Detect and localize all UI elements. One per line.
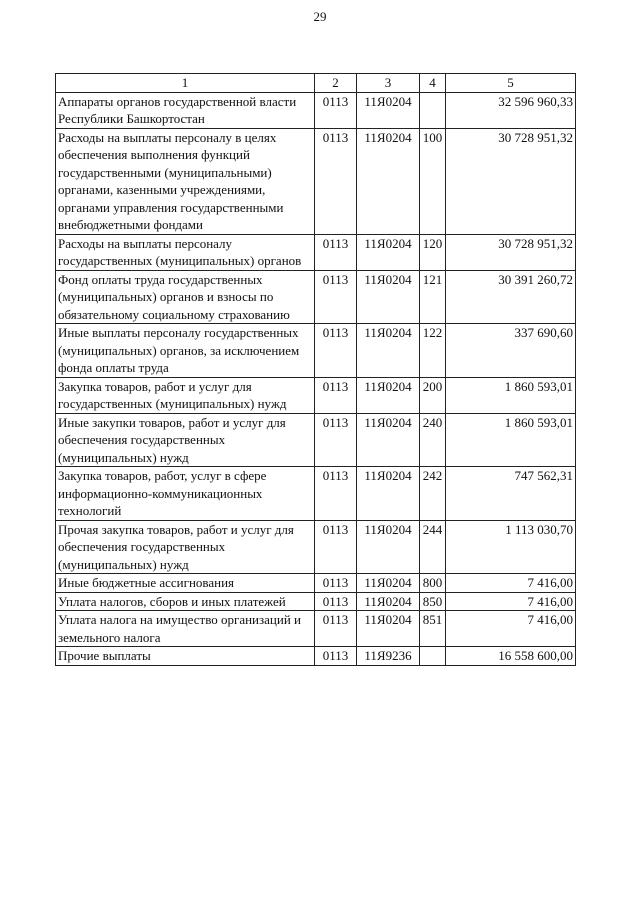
column-header: 4 bbox=[420, 74, 446, 93]
row-type-cell: 200 bbox=[420, 377, 446, 413]
column-header: 3 bbox=[357, 74, 420, 93]
row-amount-cell: 30 391 260,72 bbox=[446, 270, 576, 324]
row-amount-cell: 337 690,60 bbox=[446, 324, 576, 378]
row-article-cell: 11Я0204 bbox=[357, 128, 420, 234]
row-type-cell: 100 bbox=[420, 128, 446, 234]
row-amount-cell: 1 860 593,01 bbox=[446, 413, 576, 467]
row-name-cell: Уплата налогов, сборов и иных платежей bbox=[56, 592, 315, 611]
table-row bbox=[56, 520, 576, 574]
row-name-cell: Аппараты органов государственной власти Республики Башкортостан bbox=[56, 92, 315, 128]
row-article-cell: 11Я0204 bbox=[357, 377, 420, 413]
column-header: 5 bbox=[446, 74, 576, 93]
table-row bbox=[56, 647, 576, 666]
row-type-cell: 244 bbox=[420, 520, 446, 574]
row-name-cell: Фонд оплаты труда государственных (муниципальных) органов и взносы по обязательному социальному страхованию bbox=[56, 270, 315, 324]
row-name-cell: Закупка товаров, работ и услуг для государственных (муниципальных) нужд bbox=[56, 377, 315, 413]
row-section-cell: 0113 bbox=[315, 92, 357, 128]
row-type-cell: 240 bbox=[420, 413, 446, 467]
page-number: 29 bbox=[313, 9, 327, 24]
row-type-cell: 121 bbox=[420, 270, 446, 324]
row-article-cell: 11Я0204 bbox=[357, 92, 420, 128]
budget-table bbox=[55, 73, 576, 666]
row-amount-cell: 16 558 600,00 bbox=[446, 647, 576, 666]
table-row bbox=[56, 611, 576, 647]
table-row bbox=[56, 270, 576, 324]
row-amount-cell: 30 728 951,32 bbox=[446, 234, 576, 270]
row-section-cell: 0113 bbox=[315, 647, 357, 666]
row-amount-cell: 32 596 960,33 bbox=[446, 92, 576, 128]
row-article-cell: 11Я0204 bbox=[357, 413, 420, 467]
table-row bbox=[56, 234, 576, 270]
row-type-cell: 120 bbox=[420, 234, 446, 270]
row-article-cell: 11Я0204 bbox=[357, 270, 420, 324]
row-name-cell: Уплата налога на имущество организаций и земельного налога bbox=[56, 611, 315, 647]
row-name-cell: Иные закупки товаров, работ и услуг для обеспечения государственных (муниципальных) нужд bbox=[56, 413, 315, 467]
row-name-cell: Иные выплаты персоналу государственных (муниципальных) органов, за исключением фонда оплаты труда bbox=[56, 324, 315, 378]
row-type-cell bbox=[420, 92, 446, 128]
table-row bbox=[56, 377, 576, 413]
row-type-cell: 242 bbox=[420, 467, 446, 521]
row-type-cell: 122 bbox=[420, 324, 446, 378]
row-amount-cell: 7 416,00 bbox=[446, 592, 576, 611]
row-article-cell: 11Я0204 bbox=[357, 234, 420, 270]
row-name-cell: Прочая закупка товаров, работ и услуг для обеспечения государственных (муниципальных) нужд bbox=[56, 520, 315, 574]
row-amount-cell: 1 113 030,70 bbox=[446, 520, 576, 574]
table-header-row bbox=[56, 74, 576, 93]
row-amount-cell: 7 416,00 bbox=[446, 574, 576, 593]
table-row bbox=[56, 92, 576, 128]
row-section-cell: 0113 bbox=[315, 234, 357, 270]
row-type-cell bbox=[420, 647, 446, 666]
row-article-cell: 11Я0204 bbox=[357, 611, 420, 647]
row-name-cell: Расходы на выплаты персоналу государственных (муниципальных) органов bbox=[56, 234, 315, 270]
row-section-cell: 0113 bbox=[315, 467, 357, 521]
row-type-cell: 800 bbox=[420, 574, 446, 593]
row-name-cell: Прочие выплаты bbox=[56, 647, 315, 666]
row-article-cell: 11Я0204 bbox=[357, 592, 420, 611]
row-section-cell: 0113 bbox=[315, 413, 357, 467]
row-name-cell: Расходы на выплаты персоналу в целях обеспечения выполнения функций государственными (муниципальными) органами, казенными учреждениями, органами управления государственными внебюджетными фондами bbox=[56, 128, 315, 234]
row-section-cell: 0113 bbox=[315, 611, 357, 647]
table-row bbox=[56, 413, 576, 467]
table-row bbox=[56, 324, 576, 378]
table-row bbox=[56, 574, 576, 593]
row-article-cell: 11Я0204 bbox=[357, 467, 420, 521]
row-section-cell: 0113 bbox=[315, 377, 357, 413]
row-name-cell: Иные бюджетные ассигнования bbox=[56, 574, 315, 593]
row-section-cell: 0113 bbox=[315, 324, 357, 378]
row-amount-cell: 30 728 951,32 bbox=[446, 128, 576, 234]
row-amount-cell: 1 860 593,01 bbox=[446, 377, 576, 413]
row-article-cell: 11Я0204 bbox=[357, 520, 420, 574]
row-article-cell: 11Я0204 bbox=[357, 324, 420, 378]
row-section-cell: 0113 bbox=[315, 592, 357, 611]
table-row bbox=[56, 592, 576, 611]
row-article-cell: 11Я0204 bbox=[357, 574, 420, 593]
row-section-cell: 0113 bbox=[315, 270, 357, 324]
row-name-cell: Закупка товаров, работ, услуг в сфере информационно-коммуникационных технологий bbox=[56, 467, 315, 521]
row-section-cell: 0113 bbox=[315, 128, 357, 234]
column-header: 2 bbox=[315, 74, 357, 93]
row-section-cell: 0113 bbox=[315, 574, 357, 593]
row-section-cell: 0113 bbox=[315, 520, 357, 574]
row-article-cell: 11Я9236 bbox=[357, 647, 420, 666]
row-type-cell: 851 bbox=[420, 611, 446, 647]
row-amount-cell: 747 562,31 bbox=[446, 467, 576, 521]
table-row bbox=[56, 467, 576, 521]
column-header: 1 bbox=[56, 74, 315, 93]
row-amount-cell: 7 416,00 bbox=[446, 611, 576, 647]
row-type-cell: 850 bbox=[420, 592, 446, 611]
table-row bbox=[56, 128, 576, 234]
